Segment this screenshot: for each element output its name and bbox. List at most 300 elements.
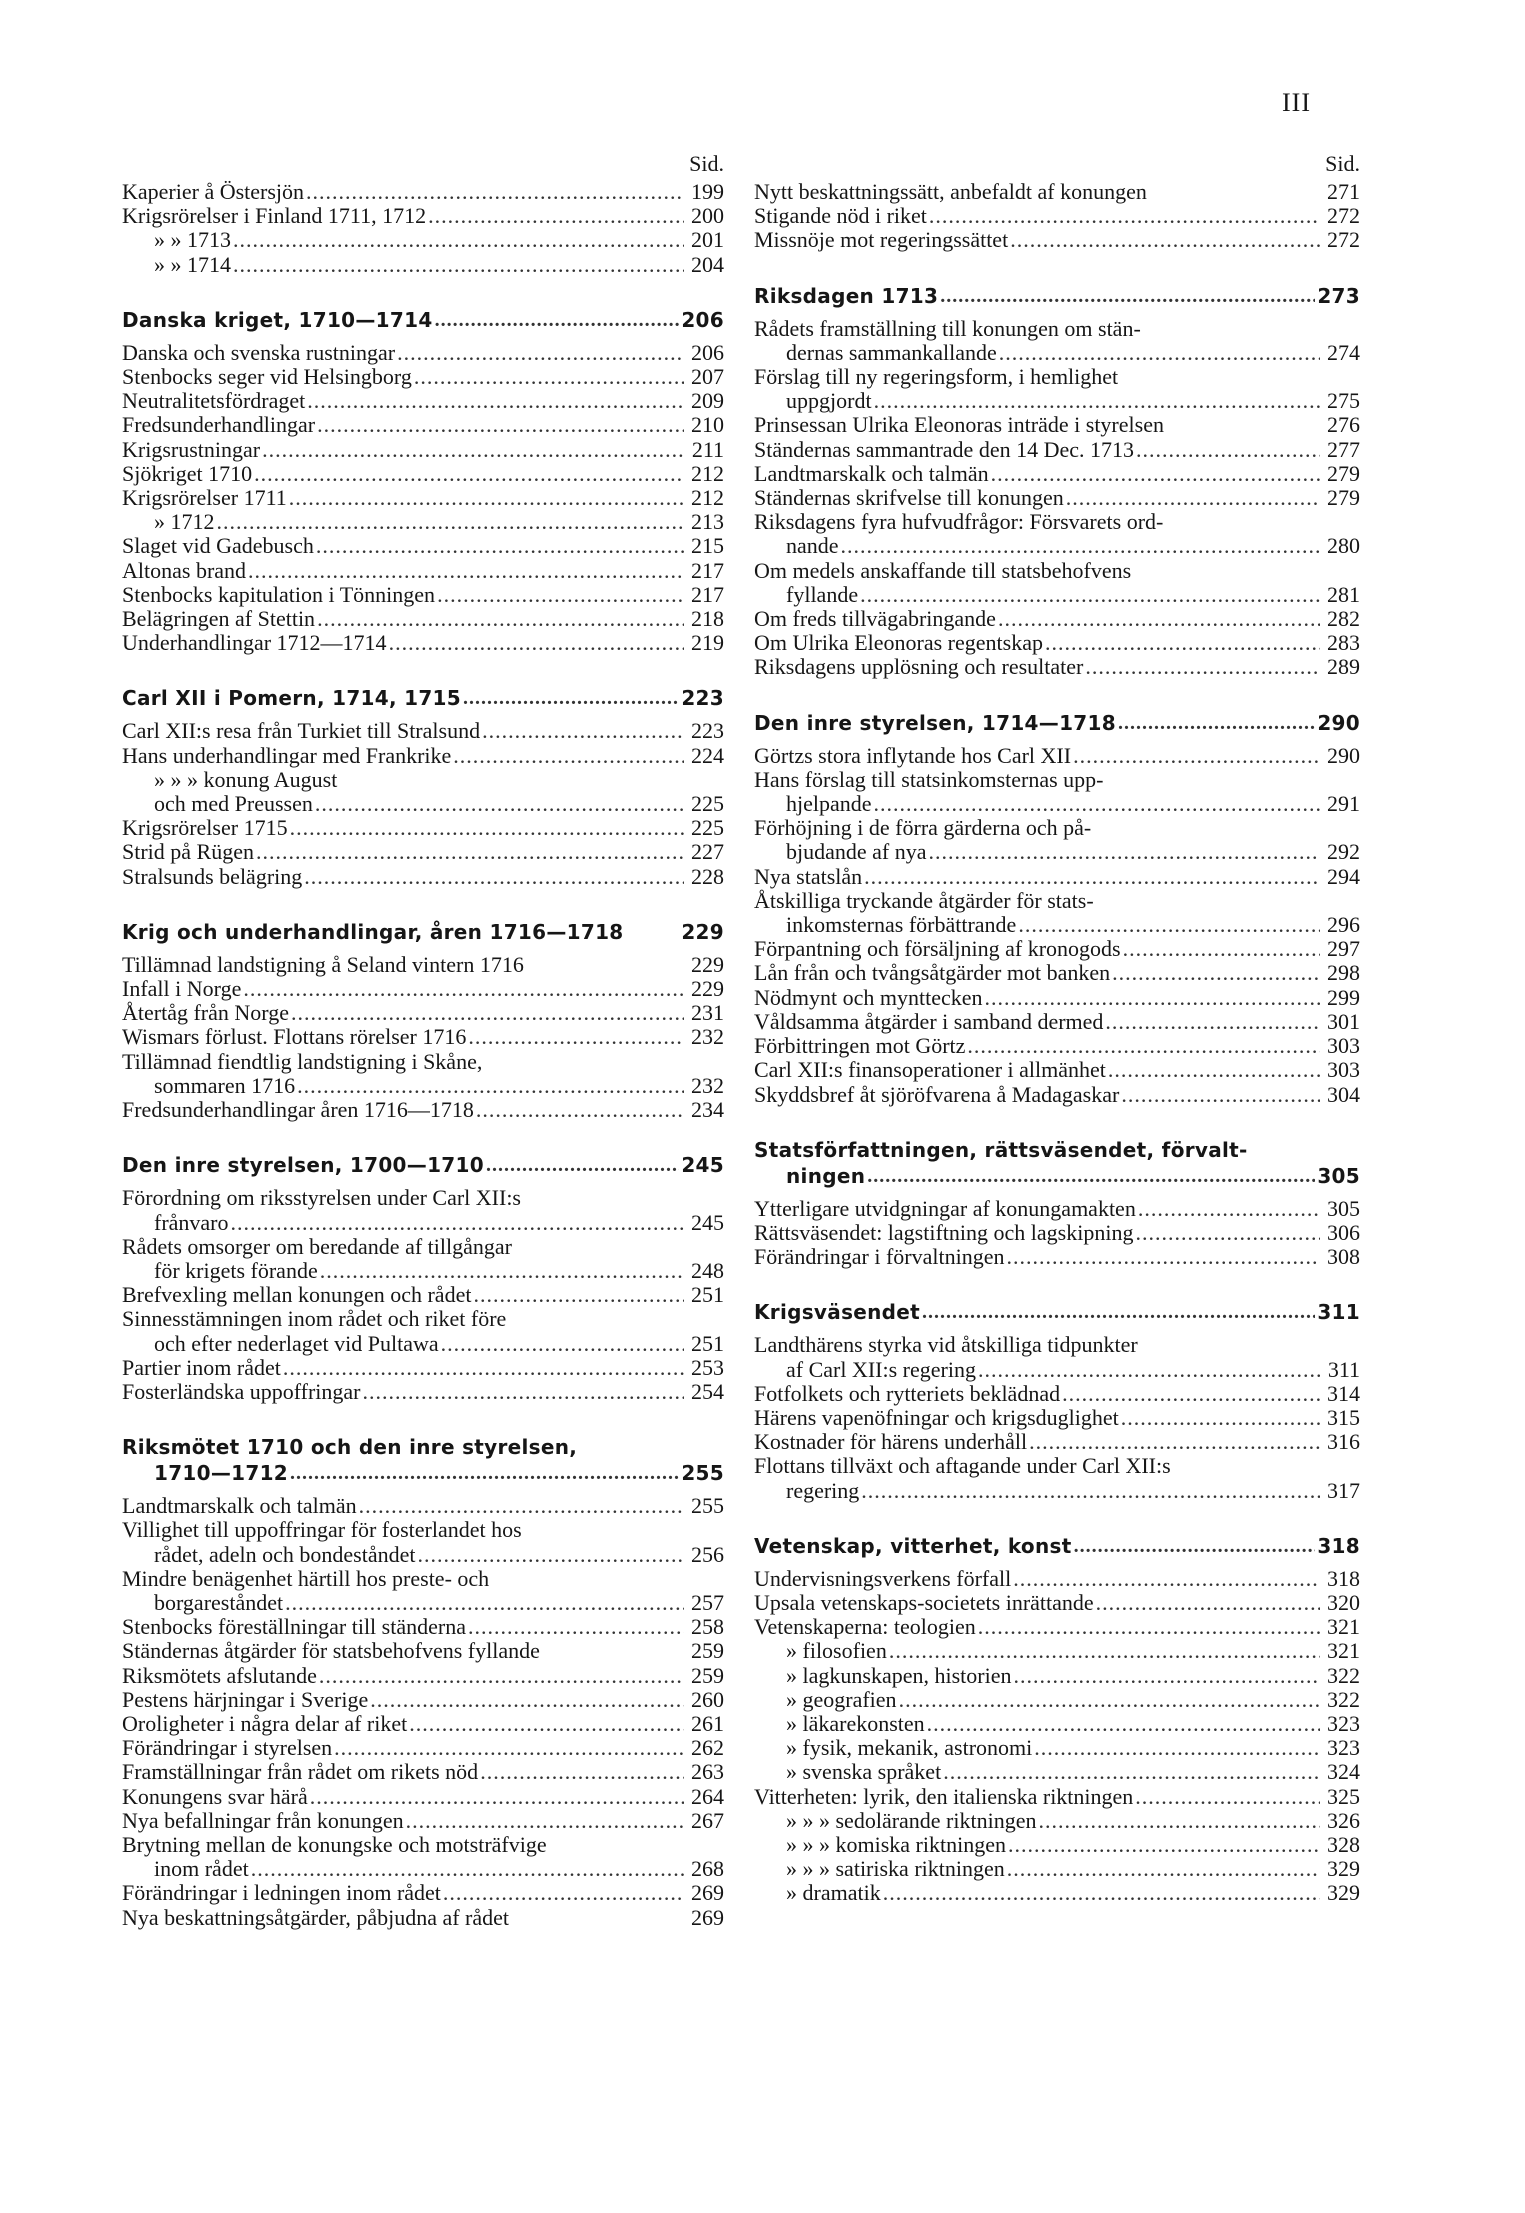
toc-entry <box>754 1760 1360 1784</box>
dot-leader <box>883 1881 1320 1905</box>
toc-page-number: 206 <box>691 339 724 365</box>
toc-entry <box>122 1025 724 1049</box>
toc-entry <box>122 1591 724 1615</box>
dot-leader <box>486 1152 679 1178</box>
section-gap <box>754 1107 1360 1137</box>
dot-leader <box>473 1283 684 1307</box>
toc-entry <box>754 1221 1360 1245</box>
toc-section-heading <box>754 710 1360 736</box>
dot-leader <box>443 1881 684 1905</box>
toc-entry <box>122 462 724 486</box>
toc-entry <box>754 1479 1360 1503</box>
toc-page-number: 268 <box>691 1856 724 1882</box>
toc-entry <box>754 389 1360 413</box>
toc-page-number: 213 <box>691 509 724 535</box>
toc-entry-text: Hans förslag till statsinkomsternas upp- <box>754 766 1104 792</box>
toc-entry-text: » » » konung August <box>154 766 338 792</box>
toc-entry <box>754 462 1360 486</box>
toc-entry-text: » lagkunskapen, historien <box>786 1662 1012 1688</box>
toc-entry-text: inkomsternas förbättrande <box>786 912 1017 938</box>
toc-entry <box>754 1857 1360 1881</box>
toc-entry-text: Altonas brand <box>122 557 247 583</box>
toc-entry <box>754 1333 1360 1357</box>
toc-page-number: 261 <box>691 1710 724 1736</box>
toc-entry <box>754 1639 1360 1663</box>
toc-entry-text: Den inre styrelsen, 1714—1718 <box>754 710 1116 735</box>
toc-entry-text: » geografien <box>786 1686 897 1712</box>
section-gap <box>122 1404 724 1434</box>
toc-entry-text: Upsala vetenskaps-societets inrättande <box>754 1589 1094 1615</box>
toc-entry <box>122 1050 724 1074</box>
toc-entry-text: borgareståndet <box>154 1589 284 1615</box>
toc-entry <box>754 1245 1360 1269</box>
toc-entry <box>122 1785 724 1809</box>
toc-entry <box>122 1001 724 1025</box>
toc-entry-text: Lån från och tvångsåtgärder mot banken <box>754 960 1111 986</box>
toc-entry <box>122 180 724 204</box>
toc-page-number: 262 <box>691 1735 724 1761</box>
toc-entry-text: Härens vapenöfningar och krigsduglighet <box>754 1404 1119 1430</box>
toc-entry <box>754 768 1360 792</box>
toc-page-number: 217 <box>691 557 724 583</box>
toc-page-number: 317 <box>1327 1477 1360 1503</box>
toc-entry <box>122 1518 724 1542</box>
dot-leader <box>389 631 684 655</box>
toc-entry <box>122 1380 724 1404</box>
toc-entry-text: Landtmarskalk och talmän <box>122 1493 357 1519</box>
toc-page-number: 291 <box>1327 791 1360 817</box>
toc-entry-text: Prinsessan Ulrika Eleonoras inträde i styrelsen <box>754 412 1164 438</box>
dot-leader <box>1034 1736 1320 1760</box>
toc-entry <box>122 1307 724 1331</box>
toc-entry <box>754 913 1360 937</box>
toc-entry-text: Förändringar i ledningen inom rådet <box>122 1880 441 1906</box>
toc-page-number: 267 <box>691 1807 724 1833</box>
dot-leader <box>233 228 684 252</box>
dot-leader <box>316 534 684 558</box>
toc-entry-text: Oroligheter i några delar af riket <box>122 1710 408 1736</box>
dot-leader <box>1018 913 1320 937</box>
dot-leader <box>406 1809 684 1833</box>
toc-entry-text: Stralsunds belägring <box>122 863 303 889</box>
toc-entry-text: Villighet till uppoffringar för fosterlandet hos <box>122 1517 522 1543</box>
toc-entry <box>122 1760 724 1784</box>
toc-section-heading <box>122 307 724 333</box>
toc-page-number: 329 <box>1327 1856 1360 1882</box>
dot-leader <box>1013 1567 1320 1591</box>
dot-leader <box>317 413 684 437</box>
toc-entry <box>754 228 1360 252</box>
toc-page-number: 223 <box>691 718 724 744</box>
toc-page-number: 292 <box>1327 839 1360 865</box>
dot-leader <box>409 1712 684 1736</box>
toc-entry <box>122 253 724 277</box>
toc-entry <box>122 1615 724 1639</box>
toc-entry-text: Förhöjning i de förra gärderna och på- <box>754 815 1092 841</box>
toc-entry-text: regering <box>786 1477 860 1503</box>
toc-entry-text: Krigsrörelser i Finland 1711, 1712 <box>122 203 427 229</box>
toc-entry-text: Kaperier å Östersjön <box>122 179 305 204</box>
toc-page-number: 283 <box>1327 630 1360 656</box>
dot-leader <box>304 865 684 889</box>
dot-leader <box>468 1025 684 1049</box>
toc-entry <box>754 655 1360 679</box>
dot-leader <box>290 1460 679 1486</box>
toc-page-number: 200 <box>691 203 724 229</box>
toc-entry-text: Infall i Norge <box>122 976 242 1002</box>
toc-entry <box>122 1235 724 1259</box>
toc-page-number: 223 <box>681 686 724 711</box>
toc-entry <box>122 1098 724 1122</box>
toc-entry <box>122 1543 724 1567</box>
dot-leader <box>998 607 1320 631</box>
toc-entry-text: Vetenskaperna: teologien <box>754 1614 976 1640</box>
toc-entry <box>754 1712 1360 1736</box>
dot-leader <box>217 510 685 534</box>
toc-page-number: 322 <box>1327 1662 1360 1688</box>
toc-entry <box>754 1382 1360 1406</box>
dot-leader <box>1074 1533 1316 1559</box>
dot-leader <box>861 1479 1320 1503</box>
dot-leader <box>927 1712 1320 1736</box>
toc-entry <box>754 1664 1360 1688</box>
dot-leader <box>943 1760 1320 1784</box>
toc-page-number: 279 <box>1327 460 1360 486</box>
toc-page-number: 301 <box>1327 1008 1360 1034</box>
toc-entry-text: Sinnesstämningen inom rådet och riket före <box>122 1306 507 1332</box>
dot-leader <box>463 685 679 711</box>
toc-entry <box>122 413 724 437</box>
toc-entry <box>754 1454 1360 1478</box>
toc-entry <box>754 865 1360 889</box>
toc-entry-text: Vitterheten: lyrik, den italienska riktningen <box>754 1783 1134 1809</box>
toc-entry <box>122 1906 724 1930</box>
toc-entry-text: 1710—1712 <box>154 1461 289 1486</box>
toc-entry-text: Flottans tillväxt och aftagande under Carl XII:s <box>754 1453 1171 1479</box>
toc-entry <box>122 768 724 792</box>
toc-entry-text: Pestens härjningar i Sverige <box>122 1686 369 1712</box>
dot-leader <box>251 1857 684 1881</box>
toc-entry-text: Belägringen af Stettin <box>122 606 316 632</box>
toc-section-heading <box>122 1434 724 1460</box>
toc-entry-text: Landthärens styrka vid åtskilliga tidpunkter <box>754 1332 1138 1358</box>
toc-entry-text: Riksdagens fyra hufvudfrågor: Försvarets ord- <box>754 509 1164 535</box>
toc-section-heading <box>122 1460 724 1486</box>
dot-leader <box>1007 1245 1321 1269</box>
dot-leader <box>290 816 684 840</box>
toc-page-number: 275 <box>1327 388 1360 414</box>
toc-entry-text: Kostnader för härens underhåll <box>754 1429 1028 1455</box>
toc-page-number: 251 <box>691 1330 724 1356</box>
section-gap <box>754 253 1360 283</box>
toc-page-number: 273 <box>1317 283 1360 308</box>
toc-page-number: 256 <box>691 1541 724 1567</box>
dot-leader <box>285 1591 684 1615</box>
toc-entry-text: Konungens svar härå <box>122 1783 308 1809</box>
dot-leader <box>310 1785 684 1809</box>
toc-page-number: 201 <box>691 227 724 253</box>
toc-entry-text: af Carl XII:s regering <box>786 1356 976 1382</box>
toc-entry <box>122 1857 724 1881</box>
toc-page-number: 229 <box>681 919 724 944</box>
toc-right-column <box>754 150 1360 1906</box>
toc-entry-text: Förändringar i förvaltningen <box>754 1244 1005 1270</box>
dot-leader <box>306 180 684 204</box>
toc-entry <box>754 534 1360 558</box>
toc-entry-text: Danska och svenska rustningar <box>122 339 396 365</box>
toc-entry-text: Nya beskattningsåtgärder, påbjudna af rådet <box>122 1904 510 1930</box>
toc-page-number: 315 <box>1327 1404 1360 1430</box>
toc-page-number: 297 <box>1327 936 1360 962</box>
toc-entry-text: » dramatik <box>786 1880 881 1906</box>
toc-entry <box>122 1736 724 1760</box>
toc-entry-text: Tillämnad fiendtlig landstigning i Skåne, <box>122 1048 483 1074</box>
toc-entry-text: Mindre benägenhet härtill hos preste- och <box>122 1565 490 1591</box>
toc-page-number: 322 <box>1327 1686 1360 1712</box>
toc-entry <box>754 413 1360 437</box>
toc-entry <box>122 583 724 607</box>
toc-page-number: 290 <box>1327 742 1360 768</box>
toc-entry <box>754 180 1360 204</box>
toc-entry <box>122 1881 724 1905</box>
toc-page-number: 318 <box>1317 1533 1360 1558</box>
toc-entry-text: Krigsrörelser 1715 <box>122 815 288 841</box>
toc-entry-text: » läkarekonsten <box>786 1710 925 1736</box>
toc-entry <box>754 583 1360 607</box>
dot-leader <box>874 792 1320 816</box>
toc-entry <box>122 840 724 864</box>
toc-entry <box>754 341 1360 365</box>
toc-entry <box>122 486 724 510</box>
toc-entry-text: nande <box>786 533 839 559</box>
toc-entry-text: Wismars förlust. Flottans rörelser 1716 <box>122 1024 467 1050</box>
toc-entry <box>122 1712 724 1736</box>
dot-leader <box>256 840 684 864</box>
toc-page-number: 229 <box>691 951 724 977</box>
toc-page-number: 274 <box>1327 339 1360 365</box>
toc-page-number: 229 <box>691 976 724 1002</box>
toc-page-number: 314 <box>1327 1380 1360 1406</box>
toc-entry <box>754 1034 1360 1058</box>
dot-leader <box>414 365 684 389</box>
toc-entry <box>122 953 724 977</box>
toc-left-column <box>122 150 724 1930</box>
toc-entry-text: » filosofien <box>786 1638 887 1664</box>
toc-entry <box>122 719 724 743</box>
toc-entry <box>122 204 724 228</box>
toc-entry <box>754 317 1360 341</box>
toc-entry <box>122 1664 724 1688</box>
toc-section-heading <box>122 919 724 945</box>
toc-entry-text: Carl XII:s resa från Turkiet till Stralsund <box>122 718 481 744</box>
toc-entry-text: Brefvexling mellan konungen och rådet <box>122 1282 472 1308</box>
dot-leader <box>319 1664 684 1688</box>
toc-entry-text: Landtmarskalk och talmän <box>754 460 989 486</box>
toc-entry <box>122 1259 724 1283</box>
toc-entry-text: Rådets omsorger om beredande af tillgångar <box>122 1233 512 1259</box>
toc-page-number: 260 <box>691 1686 724 1712</box>
toc-section-heading <box>754 1533 1360 1559</box>
toc-entry-text: Underhandlingar 1712—1714 <box>122 630 387 656</box>
toc-entry-text: Den inre styrelsen, 1700—1710 <box>122 1153 484 1178</box>
toc-entry <box>122 1688 724 1712</box>
toc-entry-text: » » » komiska riktningen <box>786 1831 1006 1857</box>
toc-entry <box>754 961 1360 985</box>
toc-entry <box>754 204 1360 228</box>
dot-leader <box>428 204 684 228</box>
toc-page-number: 271 <box>1327 179 1360 204</box>
toc-entry <box>754 792 1360 816</box>
toc-entry-text: Stigande nöd i riket <box>754 203 927 229</box>
toc-entry <box>122 792 724 816</box>
toc-entry <box>754 1615 1360 1639</box>
toc-entry <box>754 631 1360 655</box>
dot-leader <box>1008 1833 1320 1857</box>
toc-entry-text: Slaget vid Gadebusch <box>122 533 314 559</box>
toc-page-number: 257 <box>691 1589 724 1615</box>
toc-entry <box>754 1809 1360 1833</box>
toc-entry <box>754 607 1360 631</box>
toc-page-number: 219 <box>691 630 724 656</box>
section-gap <box>754 680 1360 710</box>
dot-leader <box>999 341 1320 365</box>
toc-entry-text: sommaren 1716 <box>154 1072 296 1098</box>
toc-page-number: 225 <box>691 815 724 841</box>
toc-page-number: 254 <box>691 1378 724 1404</box>
toc-entry <box>122 631 724 655</box>
toc-page-number: 294 <box>1327 863 1360 889</box>
toc-page-number: 269 <box>691 1880 724 1906</box>
dot-leader <box>317 607 684 631</box>
toc-page-number: 253 <box>691 1354 724 1380</box>
dot-leader <box>978 1358 1320 1382</box>
dot-leader <box>231 1211 684 1235</box>
toc-entry <box>754 986 1360 1010</box>
toc-entry-text: Förbittringen mot Görtz <box>754 1033 966 1059</box>
toc-entry-text: Rättsväsendet: lagstiftning och lagskipning <box>754 1219 1134 1245</box>
toc-entry-text: hjelpande <box>786 791 872 817</box>
dot-leader <box>441 1332 684 1356</box>
toc-page-number: 255 <box>691 1493 724 1519</box>
toc-entry-text: ningen <box>786 1163 866 1188</box>
toc-entry-text: Skyddsbref åt sjöröfvarena å Madagaskar <box>754 1081 1120 1107</box>
dot-leader <box>1121 1406 1320 1430</box>
toc-entry-text: Vetenskap, vitterhet, konst <box>754 1533 1072 1558</box>
toc-entry-text: » 1712 <box>154 509 215 535</box>
toc-entry-text: Fosterländska uppoffringar <box>122 1378 361 1404</box>
toc-page-number: 272 <box>1327 227 1360 253</box>
toc-entry <box>754 438 1360 462</box>
toc-entry-text: för krigets förande <box>154 1257 318 1283</box>
toc-entry <box>122 510 724 534</box>
toc-entry <box>122 1186 724 1210</box>
toc-entry <box>122 228 724 252</box>
toc-entry-text: Nytt beskattningssätt, anbefaldt af konungen <box>754 179 1147 204</box>
dot-leader <box>867 1163 1315 1189</box>
toc-page-number: 323 <box>1327 1710 1360 1736</box>
dot-leader <box>1112 961 1320 985</box>
toc-page-number: 304 <box>1327 1081 1360 1107</box>
toc-entry-text: » svenska språket <box>786 1759 942 1785</box>
dot-leader <box>1010 228 1320 252</box>
toc-page-number: 305 <box>1317 1163 1360 1188</box>
toc-page-number: 311 <box>1317 1300 1360 1325</box>
toc-entry-text: Riksdagen 1713 <box>754 283 939 308</box>
dot-leader <box>482 719 684 743</box>
dot-leader <box>1121 1083 1320 1107</box>
toc-page-number: 272 <box>1327 203 1360 229</box>
dot-leader <box>1039 1809 1321 1833</box>
toc-page-number: 306 <box>1327 1219 1360 1245</box>
toc-entry-text: Förordning om riksstyrelsen under Carl XII:s <box>122 1185 521 1211</box>
toc-entry <box>122 1283 724 1307</box>
dot-leader <box>435 307 680 333</box>
dot-leader <box>320 1259 684 1283</box>
toc-section-heading <box>754 1137 1360 1163</box>
toc-page-number: 245 <box>691 1209 724 1235</box>
toc-entry-text: Rådets framställning till konungen om stän- <box>754 315 1141 341</box>
toc-page-number: 321 <box>1327 1614 1360 1640</box>
toc-page-number: 290 <box>1317 710 1360 735</box>
toc-entry <box>754 1567 1360 1591</box>
dot-leader <box>1062 1382 1320 1406</box>
toc-page-number: 303 <box>1327 1057 1360 1083</box>
dot-leader <box>1066 486 1320 510</box>
toc-page-number: 211 <box>691 436 724 462</box>
toc-page-number: 212 <box>691 485 724 511</box>
dot-leader <box>262 438 684 462</box>
dot-leader <box>363 1380 685 1404</box>
toc-page-number: 234 <box>691 1097 724 1123</box>
toc-entry <box>754 937 1360 961</box>
toc-page-number: 329 <box>1327 1880 1360 1906</box>
dot-leader <box>453 744 684 768</box>
toc-page-number: 263 <box>691 1759 724 1785</box>
dot-leader <box>889 1639 1320 1663</box>
dot-leader <box>1045 631 1320 655</box>
toc-entry <box>754 1058 1360 1082</box>
sid-label: Sid. <box>1325 151 1360 176</box>
dot-leader <box>922 1299 1315 1325</box>
toc-entry <box>754 365 1360 389</box>
toc-page-number: 277 <box>1327 436 1360 462</box>
toc-entry-text: Strid på Rügen <box>122 839 254 865</box>
toc-entry-text: Fredsunderhandlingar åren 1716—1718 <box>122 1097 474 1123</box>
toc-page-number: 326 <box>1327 1807 1360 1833</box>
toc-entry-text: Tillämnad landstigning å Seland vintern 1716 <box>122 951 524 977</box>
toc-entry <box>122 389 724 413</box>
toc-entry-text: uppgjordt <box>786 388 872 414</box>
toc-entry <box>122 1211 724 1235</box>
dot-leader <box>1073 744 1320 768</box>
toc-page-number: 279 <box>1327 485 1360 511</box>
toc-entry-text: Ständernas sammantrade den 14 Dec. 1713 <box>754 436 1134 462</box>
dot-leader <box>1138 1197 1320 1221</box>
toc-entry-text: Förändringar i styrelsen <box>122 1735 333 1761</box>
toc-page-number: 217 <box>691 581 724 607</box>
toc-page-number: 305 <box>1327 1195 1360 1221</box>
toc-entry <box>122 1833 724 1857</box>
dot-leader <box>397 341 684 365</box>
toc-page-number: 259 <box>691 1662 724 1688</box>
toc-entry <box>122 1639 724 1663</box>
page-number: III <box>1282 88 1311 117</box>
toc-entry-text: Ytterligare utvidgningar af konungamakten <box>754 1195 1136 1221</box>
toc-page-number: 232 <box>691 1024 724 1050</box>
toc-entry-text: rådet, adeln och bondeståndet <box>154 1541 416 1567</box>
toc-entry-text: » fysik, mekanik, astronomi <box>786 1735 1033 1761</box>
toc-entry <box>122 607 724 631</box>
